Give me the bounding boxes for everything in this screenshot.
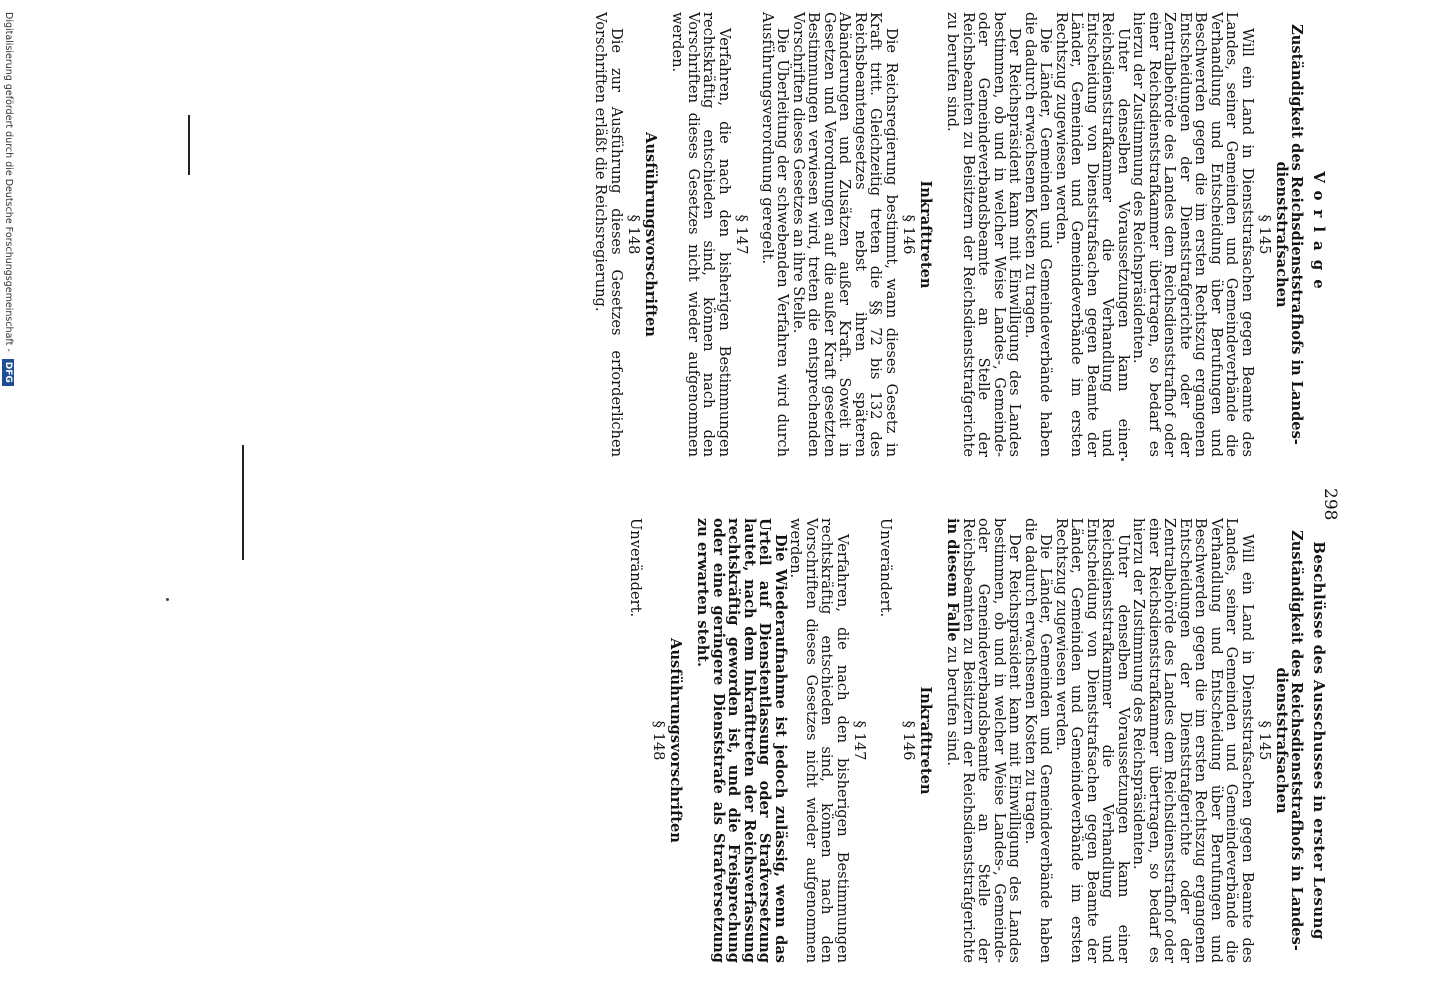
column-beschluesse bbox=[628, 518, 1327, 963]
section-145-paragraph-3: Die Länder, Gemeinden und Gemeindeverbände haben die dadurch erwachsenen Kosten zu tragen. bbox=[1022, 12, 1055, 457]
column-header-beschluesse: Beschlüsse des Ausschusses in erster Lesung bbox=[1310, 541, 1328, 940]
section-145-subtitle: dienststrafsachen bbox=[1273, 667, 1290, 814]
section-148-paragraph-1: Die zur Ausführung dieses Gesetzes erforderlichen Vorschriften erläßt die Reichsregierung. bbox=[592, 12, 625, 457]
section-145-title: Zuständigkeit des Reichsdienststrafhofs in Landes- bbox=[1288, 530, 1306, 951]
section-148-number: § 148 bbox=[625, 214, 643, 255]
section-146-title: Inkrafttreten bbox=[917, 180, 934, 289]
section-145-subtitle: dienststrafsachen bbox=[1273, 161, 1290, 308]
section-146-paragraph-1: Die Reichsregierung bestimmt, wann dieses Gesetz in Kraft tritt. Gleichzeitig treten die §§ 72 bis 132 des Reichsbeamtengesetzes nebst ihren späteren Abänderungen und Zusätzen außer Kraft. Soweit in Gesetzen und Verordnungen auf die außer Kraft gesetzten Bestimmungen verwiesen wird, treten die entsprechenden Vorschriften dieses Gesetzes an ihre Stelle. bbox=[790, 12, 900, 457]
digitization-note-text: Digitalisierung gefördert durch die Deutsche Forschungsgemeinschaft - bbox=[3, 12, 14, 352]
section-145-paragraph-4-start: Der Reichspräsident kann mit Einwilligung des Landes bestimmen, ob und in welcher Weise Landes-, Gemeinde- oder Gemeindeverbandsbeamte an Stelle der Reichsbeamten zu Beisitzern der Reichsdienststrafgerichte bbox=[960, 518, 1024, 963]
section-148-unchanged: Unverändert. bbox=[627, 518, 644, 618]
section-147-paragraph-1: Verfahren, die nach den bisherigen Bestimmungen rechtskräftig entschieden sind, können nach den Vorschriften dieses Gesetzes nicht wieder aufgenommen werden. bbox=[787, 518, 851, 963]
section-145-paragraph-2: Unter denselben Voraussetzungen kann einer Reichsdienststrafkammer die Verhandlung und Entscheidung von Dienststrafsachen gegen Beamte der Länder, Gemeinden und Gemeindeverbände im ersten Rechtszug zugewiesen werden. bbox=[1053, 12, 1132, 457]
section-145-paragraph-1: Will ein Land in Dienststrafsachen gegen Beamte des Landes, seiner Gemeinden und Gemeindeverbände die Verhandlung und Entscheidung über Berufungen und Beschwerden gegen die im ersten Rechtszug ergangenen Entscheidungen der Dienststrafgerichte oder der Zentralbehörde des Landes dem Reichsdienststrafhof oder einer Reichsdienststrafkammer übertragen, so bedarf es hierzu der Zustimmung des Reichspräsidenten. bbox=[1130, 518, 1256, 963]
section-147-paragraph-1: Verfahren, die nach den bisherigen Bestimmungen rechtskräftig entschieden sind, können nach den Vorschriften dieses Gesetzes nicht wieder aufgenommen werden. bbox=[669, 12, 733, 457]
page-number: 298 bbox=[1320, 488, 1340, 521]
section-146-number: § 146 bbox=[900, 214, 918, 255]
section-147-amendment: Die Wiederaufnahme ist jedoch zulässig, wenn das Urteil auf Dienstentlassung oder Strafversetzung lautet, nach dem Inkrafttreten der Reichsverfassung rechtskräftig geworden ist, und die Freisprechung oder eine geringere Dienststrafe als Strafversetzung zu erwarten steht. bbox=[694, 518, 789, 963]
section-148-title: Ausführungsvorschriften bbox=[642, 132, 659, 337]
scan-speck bbox=[166, 598, 169, 601]
section-145-paragraph-3: Die Länder, Gemeinden und Gemeindeverbände haben die dadurch erwachsenen Kosten zu tragen. bbox=[1022, 518, 1055, 963]
column-header-vorlage: Vorlage bbox=[1310, 171, 1328, 298]
dfg-logo: DFG bbox=[2, 359, 14, 386]
section-145-number: § 145 bbox=[1256, 214, 1274, 255]
section-145-paragraph-2: Unter denselben Voraussetzungen kann einer Reichsdienststrafkammer die Verhandlung und Entscheidung von Dienststrafsachen gegen Beamte der Länder, Gemeinden und Gemeindeverbände im ersten Rechtszug zugewiesen werden. bbox=[1053, 518, 1132, 963]
section-148-number: § 148 bbox=[650, 720, 668, 761]
section-146-paragraph-2: Die Überleitung der schwebenden Verfahren wird durch Ausführungsverordnung geregelt. bbox=[759, 12, 792, 457]
section-146-number: § 146 bbox=[900, 720, 918, 761]
section-147-number: § 147 bbox=[851, 720, 869, 761]
scan-speck bbox=[1121, 458, 1124, 461]
section-145-title: Zuständigkeit des Reichsdienststrafhofs in Landes- bbox=[1288, 24, 1306, 445]
end-rule bbox=[242, 445, 244, 560]
section-145-paragraph-1: Will ein Land in Dienststrafsachen gegen Beamte des Landes, seiner Gemeinden und Gemeindeverbände die Verhandlung und Entscheidung über Berufungen und Beschwerden gegen die im ersten Rechtszug ergangenen Entscheidungen der Dienststrafgerichte oder der Zentralbehörde des Landes dem Reichsdienststrafhof oder einer Reichsdienststrafkammer übertragen, so bedarf es hierzu der Zustimmung des Reichspräsidenten. bbox=[1130, 12, 1256, 457]
section-145-paragraph-4 bbox=[945, 518, 1023, 963]
end-rule bbox=[188, 115, 190, 175]
section-145-paragraph-4-end: zu berufen sind. bbox=[944, 646, 962, 767]
section-145-number: § 145 bbox=[1256, 720, 1274, 761]
digitization-note bbox=[2, 12, 14, 972]
section-148-title: Ausführungsvorschriften bbox=[667, 638, 684, 843]
section-145-emphasis: in diesem Falle bbox=[944, 518, 962, 642]
section-146-unchanged: Unverändert. bbox=[877, 518, 894, 618]
column-vorlage bbox=[593, 12, 1326, 457]
section-147-number: § 147 bbox=[733, 214, 751, 255]
section-147-paragraph-2-bold bbox=[695, 518, 788, 963]
section-145-paragraph-4: Der Reichspräsident kann mit Einwilligung des Landes bestimmen, ob und in welcher Weise Landes-, Gemeinde- oder Gemeindeverbandsbeamte an Stelle der Reichsbeamten zu Beisitzern der Reichsdienststrafgerichte zu berufen sind. bbox=[944, 12, 1024, 457]
section-146-title: Inkrafttreten bbox=[917, 686, 934, 795]
